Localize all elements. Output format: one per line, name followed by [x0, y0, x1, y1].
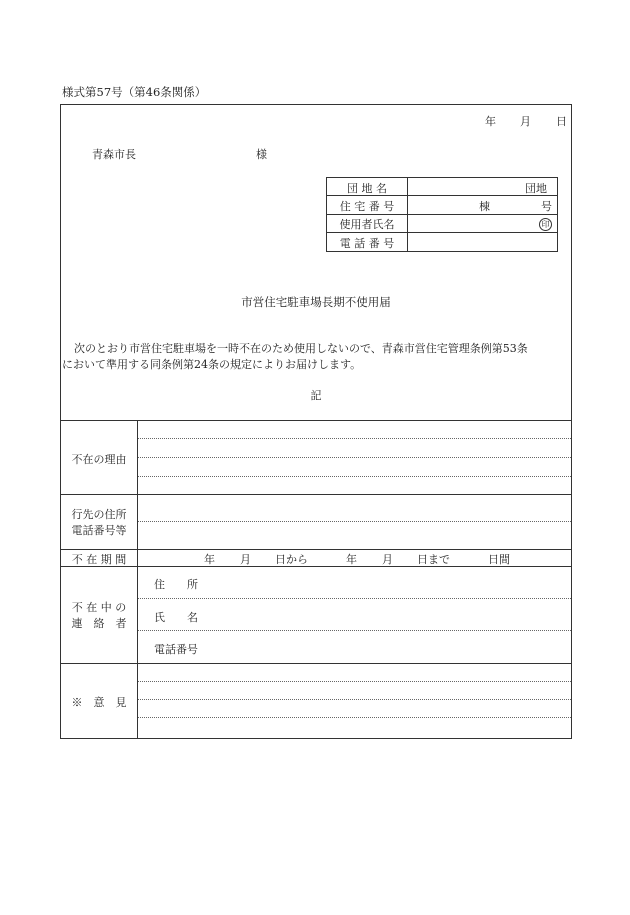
date-day: 日	[556, 115, 567, 128]
date-month: 月	[520, 115, 531, 128]
contact-name-line[interactable]	[138, 630, 571, 631]
opinion-line-2[interactable]	[138, 699, 571, 700]
contact-address-line[interactable]	[138, 598, 571, 599]
label-destination-address: 行先の住所	[71, 508, 127, 521]
period-start-year: 年	[204, 553, 215, 566]
form-title: 市営住宅駐車場長期不使用届	[241, 295, 391, 309]
opinion-line-3[interactable]	[138, 717, 571, 718]
label-destination-phone: 電話番号等	[71, 524, 127, 537]
applicant-label-danchi: 団 地 名	[347, 182, 387, 195]
period-start-month: 月	[240, 553, 251, 566]
body-text-line2: において準用する同条例第24条の規定によりお届けします。	[62, 358, 362, 371]
label-contact-1: 不 在 中 の	[71, 601, 127, 614]
period-start-day: 日から	[275, 553, 308, 566]
period-days: 日間	[488, 553, 510, 566]
addressee-honorific: 様	[256, 148, 267, 161]
addressee-mayor: 青森市長	[92, 148, 136, 161]
reason-line-3[interactable]	[138, 476, 571, 477]
reason-line-2[interactable]	[138, 457, 571, 458]
applicant-danchi-suffix: 団地	[525, 182, 547, 195]
destination-line[interactable]	[138, 521, 571, 522]
opinion-line-1[interactable]	[138, 681, 571, 682]
form-number: 様式第57号（第46条関係）	[62, 85, 207, 99]
contact-address-label: 住 所	[154, 578, 198, 591]
applicant-label-house-number: 住 宅 番 号	[339, 200, 395, 213]
contact-name-label: 氏 名	[154, 611, 198, 624]
label-absence-period: 不 在 期 間	[71, 553, 127, 566]
applicant-house-building: 棟	[479, 200, 490, 213]
label-opinion: ※ 意 見	[71, 696, 127, 709]
label-contact-2: 連 絡 者	[71, 617, 127, 630]
period-end-month: 月	[382, 553, 393, 566]
body-text-line1: 次のとおり市営住宅駐車場を一時不在のため使用しないので、青森市営住宅管理条例第53条	[74, 342, 528, 355]
reason-line-1[interactable]	[138, 438, 571, 439]
date-year: 年	[485, 115, 496, 128]
contact-phone-label: 電話番号	[154, 643, 198, 656]
applicant-label-user-name: 使用者氏名	[339, 218, 395, 231]
ki-mark: 記	[310, 389, 322, 402]
applicant-label-phone: 電 話 番 号	[339, 237, 395, 250]
period-end-day: 日まで	[417, 553, 450, 566]
applicant-house-number-suffix: 号	[541, 200, 552, 213]
label-absence-reason: 不在の理由	[71, 453, 127, 466]
period-end-year: 年	[346, 553, 357, 566]
seal-mark: 印	[539, 217, 552, 231]
